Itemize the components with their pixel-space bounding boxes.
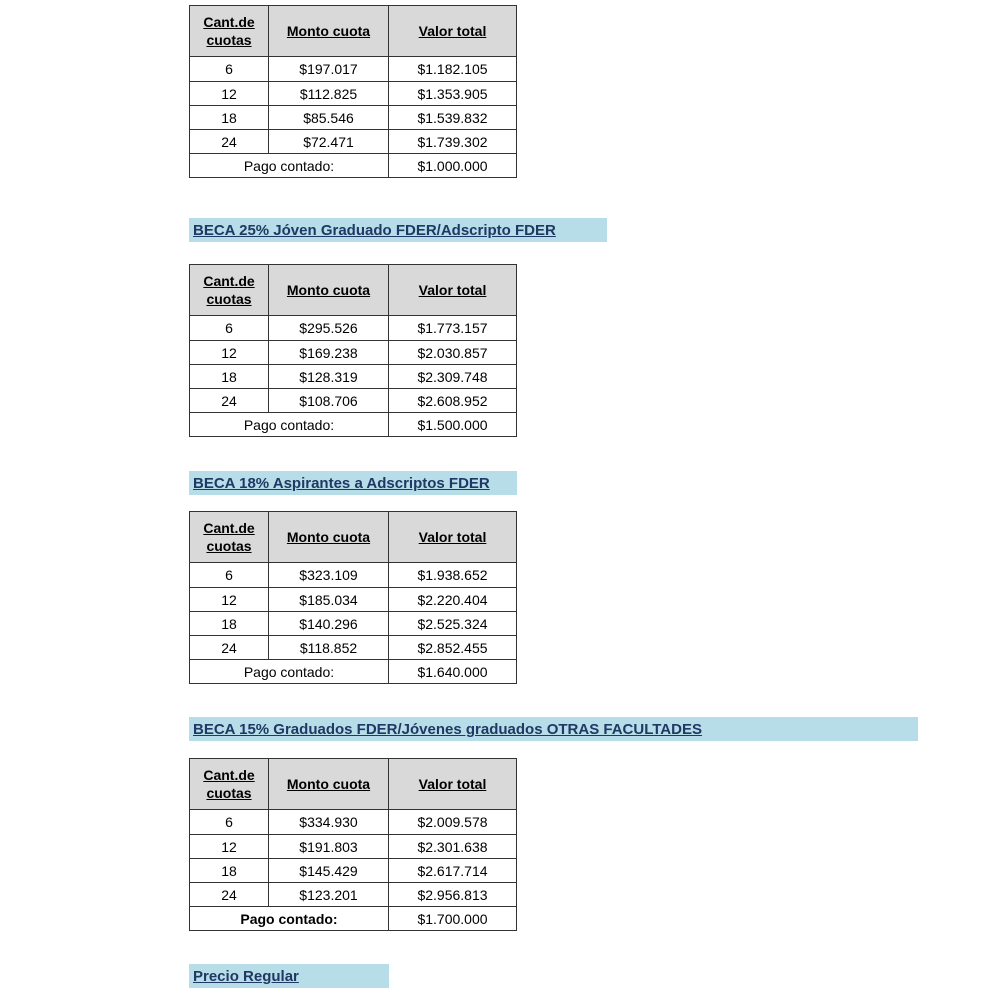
table-row: 6 $334.930 $2.009.578 xyxy=(190,810,517,835)
table-row: 18 $145.429 $2.617.714 xyxy=(190,859,517,883)
section-title-beca-15: BECA 15% Graduados FDER/Jóvenes graduados OTRAS FACULTADES xyxy=(189,717,918,741)
table-row: 24 $72.471 $1.739.302 xyxy=(190,130,517,154)
section-title-precio-regular: Precio Regular xyxy=(189,964,389,988)
header-quotas: Cant.de cuotas xyxy=(190,759,269,810)
header-quotas: Cant.de cuotas xyxy=(190,512,269,563)
header-total: Valor total xyxy=(389,512,517,563)
table-row: 6 $197.017 $1.182.105 xyxy=(190,57,517,82)
table-row: 12 $169.238 $2.030.857 xyxy=(190,341,517,365)
table-row: 12 $185.034 $2.220.404 xyxy=(190,588,517,612)
cash-row: Pago contado: $1.500.000 xyxy=(190,413,517,437)
header-installment: Monto cuota xyxy=(269,265,389,316)
cash-row: Pago contado: $1.640.000 xyxy=(190,660,517,684)
table-row: 12 $191.803 $2.301.638 xyxy=(190,835,517,859)
table-row: 18 $128.319 $2.309.748 xyxy=(190,365,517,389)
table-row: 18 $140.296 $2.525.324 xyxy=(190,612,517,636)
header-installment: Monto cuota xyxy=(269,759,389,810)
header-quotas: Cant.de cuotas xyxy=(190,265,269,316)
price-table-4 xyxy=(189,758,517,931)
table-row: 6 $295.526 $1.773.157 xyxy=(190,316,517,341)
header-installment: Monto cuota xyxy=(269,512,389,563)
cash-row: Pago contado: $1.000.000 xyxy=(190,154,517,178)
header-installment: Monto cuota xyxy=(269,6,389,57)
header-quotas: Cant.de cuotas xyxy=(190,6,269,57)
price-table-3 xyxy=(189,511,517,684)
price-table-1 xyxy=(189,5,517,178)
table-row: 12 $112.825 $1.353.905 xyxy=(190,82,517,106)
price-table-2 xyxy=(189,264,517,437)
header-total: Valor total xyxy=(389,6,517,57)
table-row: 6 $323.109 $1.938.652 xyxy=(190,563,517,588)
header-total: Valor total xyxy=(389,265,517,316)
table-row: 18 $85.546 $1.539.832 xyxy=(190,106,517,130)
section-title-beca-18: BECA 18% Aspirantes a Adscriptos FDER xyxy=(189,471,517,495)
section-title-beca-25: BECA 25% Jóven Graduado FDER/Adscripto FDER xyxy=(189,218,607,242)
table-row: 24 $123.201 $2.956.813 xyxy=(190,883,517,907)
table-row: 24 $118.852 $2.852.455 xyxy=(190,636,517,660)
table-row: 24 $108.706 $2.608.952 xyxy=(190,389,517,413)
header-total: Valor total xyxy=(389,759,517,810)
cash-row: Pago contado: $1.700.000 xyxy=(190,907,517,931)
